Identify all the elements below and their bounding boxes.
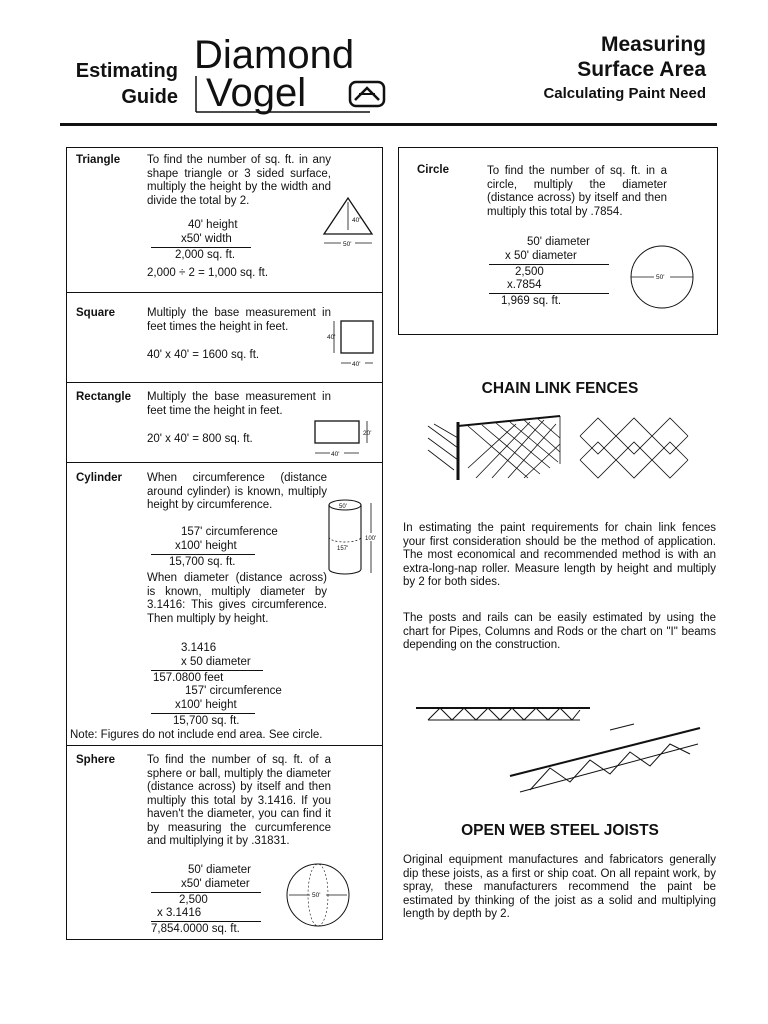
cylinder-calc-1: 157' circumference <box>181 526 278 538</box>
joists-paragraph: Original equipment manufactures and fabricators generally dip these joists, as a first or ship coat. On all repaint work, by spray, these manufacturers recommend the paint be estimated by thinking of the joist as a solid and multiplying length by depth by 2. <box>403 854 716 921</box>
triangle-calc-3: 2,000 sq. ft. <box>175 249 236 261</box>
cylinder-label: Cylinder <box>76 472 123 484</box>
steel-joist-illustration <box>410 700 710 800</box>
triangle-base-label: 50' <box>343 241 352 248</box>
triangle-label: Triangle <box>76 154 121 166</box>
triangle-calc-1: 40' height <box>188 219 238 231</box>
triangle-figure <box>319 194 379 252</box>
circle-label: Circle <box>417 164 449 176</box>
circle-calc-4: x.7854 <box>507 279 542 291</box>
cylinder-panel <box>66 462 383 746</box>
cylinder-sum-line-2 <box>151 670 263 671</box>
cylinder-calc-4: 3.1416 <box>181 642 217 654</box>
chain-link-title: CHAIN LINK FENCES <box>481 380 639 397</box>
header-right <box>543 32 706 106</box>
rectangle-label: Rectangle <box>76 391 131 403</box>
logo-word-1: Diamond <box>194 33 355 77</box>
circle-text: To find the number of sq. ft. in a circle, multiply the diameter (distance across) by itself and then multiply this total by .7854. <box>487 165 667 218</box>
sphere-calc-5: 7,854.0000 sq. ft. <box>151 923 240 935</box>
cylinder-calc-7: 157' circumference <box>185 685 282 697</box>
sphere-label: Sphere <box>76 754 115 766</box>
square-figure <box>327 319 379 369</box>
circle-calc-1: 50' diameter <box>527 236 590 248</box>
rectangle-calc: 20' x 40' = 800 sq. ft. <box>147 433 253 445</box>
triangle-text: To find the number of sq. ft. in any shape triangle or 3 sided surface, multiply the height by the width and divide the total by 2. <box>147 154 331 207</box>
rectangle-figure <box>311 417 379 461</box>
cylinder-sum-line-3 <box>151 713 255 714</box>
rectangle-panel <box>66 382 383 463</box>
cylinder-text-2: When diameter (distance across) is known, multiply diameter by 3.1416: This gives circumference. Then multiply by height. <box>147 572 327 625</box>
square-label: Square <box>76 307 115 319</box>
cylinder-note: Note: Figures do not include end area. See circle. <box>70 729 323 741</box>
logo-word-2: Vogel <box>206 71 307 115</box>
circle-calc-5: 1,969 sq. ft. <box>501 295 562 307</box>
cylinder-diameter-label: 50' <box>339 504 347 510</box>
sphere-calc-3: 2,500 <box>179 894 208 906</box>
square-panel <box>66 292 383 383</box>
circle-figure <box>627 242 697 312</box>
sphere-calc-1: 50' diameter <box>188 864 251 876</box>
cylinder-calc-2: x100' height <box>175 540 237 552</box>
chain-link-paragraph-1: In estimating the paint requirements for chain link fences your first consideration should be the method of application. The most economical and recommended method is with an extra-long-nap roller. Measure length by height and multiply by 2 for both sides. <box>403 522 716 589</box>
sphere-text: To find the number of sq. ft. of a sphere or ball, multiply the diameter (distance across) by itself and then multiply this total by 3.1416. If you haven't the diameter, you can find it by measuring the curcumference and multiplying it by .31831. <box>147 754 331 847</box>
cylinder-height-label: 100' <box>365 536 377 542</box>
header-rule <box>60 123 717 126</box>
sphere-panel <box>66 745 383 940</box>
title-line-2: Surface Area <box>577 58 706 81</box>
sphere-calc-4: x 3.1416 <box>157 907 202 919</box>
triangle-calc-4: 2,000 ÷ 2 = 1,000 sq. ft. <box>147 267 269 279</box>
diamond-vogel-logo <box>190 32 400 122</box>
chain-link-illustration <box>420 408 700 484</box>
rectangle-base-label: 40' <box>331 451 340 458</box>
circle-calc-3: 2,500 <box>515 266 544 278</box>
circle-sum-line-2 <box>489 293 609 294</box>
triangle-panel <box>66 147 383 293</box>
rectangle-height-label: 20' <box>363 430 372 437</box>
circle-calc-2: x 50' diameter <box>505 250 577 262</box>
square-text: Multiply the base measurement in feet times the height in feet. <box>147 307 331 333</box>
triangle-height-label: 40' <box>352 217 361 224</box>
triangle-sum-line <box>151 247 251 248</box>
cylinder-calc-5: x 50 diameter <box>181 656 251 668</box>
sphere-figure <box>283 860 353 930</box>
square-height-label: 40' <box>327 334 336 341</box>
sphere-diameter-label: 50' <box>312 892 321 899</box>
cylinder-calc-9: 15,700 sq. ft. <box>173 715 240 727</box>
chain-link-paragraph-2: The posts and rails can be easily estimated by using the chart for Pipes, Columns and Rods or the chart on "I" beams depending on the construction. <box>403 612 716 652</box>
cylinder-calc-3: 15,700 sq. ft. <box>169 556 236 568</box>
joists-title: OPEN WEB STEEL JOISTS <box>461 822 659 839</box>
bird-emblem-icon <box>350 82 384 106</box>
sphere-calc-2: x50' diameter <box>181 878 250 890</box>
cylinder-sum-line-1 <box>151 554 255 555</box>
title-line-1: Measuring <box>600 33 706 56</box>
cylinder-text-1: When circumference (distance around cylinder) is known, multiply height by circumference. <box>147 472 327 511</box>
estimating-text: Estimating <box>75 60 178 82</box>
cylinder-figure <box>323 497 381 581</box>
square-base-label: 40' <box>352 361 361 368</box>
cylinder-calc-8: x100' height <box>175 699 237 711</box>
rectangle-text: Multiply the base measurement in feet time the height in feet. <box>147 391 331 417</box>
header-left <box>60 58 178 110</box>
guide-text: Guide <box>121 86 178 108</box>
sphere-sum-line-1 <box>151 892 261 893</box>
sphere-sum-line-2 <box>151 921 261 922</box>
circle-diameter-label: 50' <box>656 274 665 281</box>
square-calc: 40' x 40' = 1600 sq. ft. <box>147 349 260 361</box>
circle-panel <box>398 147 718 335</box>
cylinder-calc-6: 157.0800 feet <box>153 672 224 684</box>
circle-sum-line-1 <box>489 264 609 265</box>
triangle-calc-2: x50' width <box>181 233 232 245</box>
cylinder-circ-label: 157' <box>337 546 349 552</box>
subtitle: Calculating Paint Need <box>543 85 706 102</box>
